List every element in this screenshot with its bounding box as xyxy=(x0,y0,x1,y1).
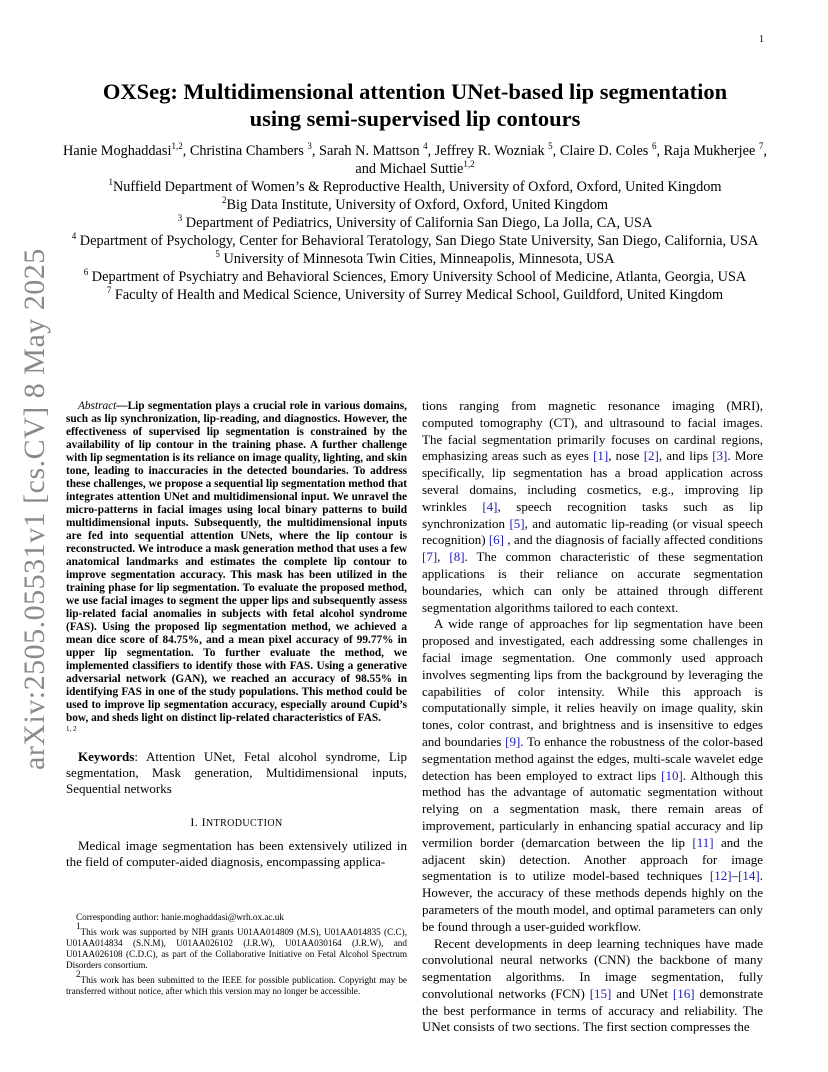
body-text: A wide range of approaches for lip segmentation have been proposed and investigated, each addressing some challenges in facial image segmentation. One commonly used approach involves segmenting lips from the background by leveraging the capabilities of color intensity. While this approach is computationally simple, it relies heavily on image quality, skin tones, color contrast, and brightness and is insensitive to edges and boundaries xyxy=(422,616,763,749)
body-text: , speech recognition tasks such as lip synchronization xyxy=(422,498,763,531)
citation-link[interactable]: [3] xyxy=(712,448,728,464)
affiliation-sup: 3 xyxy=(177,213,183,223)
author-affil-sup: 3 xyxy=(307,141,312,151)
author-affil-sup: 4 xyxy=(423,141,428,151)
author-affil-sup: 1,2 xyxy=(463,159,475,169)
body-text: and UNet xyxy=(611,985,673,1001)
body-text: , nose xyxy=(608,448,644,464)
author-affil-sup: 6 xyxy=(651,141,657,151)
citation-link[interactable]: [15] xyxy=(589,985,612,1001)
introduction-paragraph: Medical image segmentation has been extensively utilized in the field of computer-aided diagnosis, encompassing applica- xyxy=(66,838,407,869)
footnote-sup: 2 xyxy=(76,969,81,979)
abstract-label: Abstract xyxy=(78,400,117,412)
footnote-2 xyxy=(66,969,407,997)
abstract-text: —Lip segmentation plays a crucial role in various domains, such as lip synchronization, lip-reading, and diagnostics. However, the effectiveness of supervised lip segmentation is constrained by the availability of lip contour in the training phase. A further challenge with lip segmentation is its reliance on image quality, lighting, and skin tone, leading to inaccuracies in the detected boundaries. To address these challenges, we propose a sequential lip segmentation method that integrates attention UNet and multidimensional input. We unravel the micro-patterns in facial images using local binary patterns to build multidimensional inputs. Subsequently, the multidimensional inputs are fed into sequential attention UNets, where the lip contour is reconstructed. We introduce a mask generation method that uses a few anatomical landmarks and estimates the complete lip contour to improve segmentation accuracy. This mask has been utilized in the training phase for lip segmentation. To evaluate the proposed method, we use facial images to segment the upper lips and subsequently assess lip-related facial anomalies in subjects with fetal alcohol syndrome (FAS). Using the proposed lip segmentation method, we achieved a mean dice score of 84.75%, and a mean pixel accuracy of 99.77% in upper lip segmentation. To further evaluate the method, we implemented classifiers to identify those with FAS. Using a generative adversarial network (GAN), we reached an accuracy of 98.55% in identifying FAS in one of the study populations. This method could be used to improve lip segmentation accuracy, especially around Cupid’s bow, and sheds light on distinct lip-related characteristics of FAS. xyxy=(66,400,407,724)
author-name: , and Michael Suttie xyxy=(355,143,767,177)
body-text: tions ranging from magnetic resonance imaging (MRI), computed tomography (CT), and ultrasound to facial images. The facial segmentation primarily focuses on cardinal regions, emphasizing areas such as eyes xyxy=(422,398,763,464)
author-name: , Jeffrey R. Wozniak xyxy=(427,143,549,159)
affiliation-text: Big Data Institute, University of Oxford, Oxford, United Kingdom xyxy=(226,197,609,213)
citation-link[interactable]: [1] xyxy=(593,448,609,464)
section-number: I. xyxy=(190,815,202,829)
body-text: , and automatic lip-reading (or visual speech recognition) xyxy=(422,515,763,548)
footnote-sup: 1 xyxy=(76,921,81,931)
affiliation-item xyxy=(62,268,768,286)
body-text: demonstrate the best performance in terms of accuracy and reliability. The UNet consists of two sections. The first section compresses the xyxy=(422,985,763,1035)
citation-link[interactable]: [5] xyxy=(509,515,525,531)
author-affil-sup: 5 xyxy=(548,141,553,151)
author-affil-sup: 7 xyxy=(758,141,764,151)
affiliation-item xyxy=(62,196,768,214)
affiliation-sup: 2 xyxy=(221,195,227,205)
body-text: , and lips xyxy=(658,448,713,464)
author-list xyxy=(62,142,768,178)
affiliation-item xyxy=(62,286,768,304)
keywords-label: Keywords xyxy=(78,749,135,764)
citation-link[interactable]: [6] xyxy=(488,532,505,548)
author-affil-sup: 1,2 xyxy=(171,141,183,151)
citation-link[interactable]: [16] xyxy=(672,985,695,1001)
citation-link[interactable]: [14] xyxy=(738,868,760,884)
affiliation-sup: 5 xyxy=(215,249,220,259)
body-text: , xyxy=(437,549,450,565)
author-name: Hanie Moghaddasi xyxy=(63,143,172,159)
body-paragraph xyxy=(422,616,763,935)
page-number: 1 xyxy=(759,34,764,45)
author-name: , Christina Chambers xyxy=(182,143,308,159)
affiliation-item xyxy=(62,178,768,196)
body-paragraph xyxy=(422,936,763,1037)
author-name: , Sarah N. Mattson xyxy=(311,143,424,159)
citation-link[interactable]: [7] xyxy=(422,549,438,565)
keywords xyxy=(66,749,407,797)
footnotes xyxy=(66,912,407,1000)
keywords-text: : Attention UNet, Fetal alcohol syndrome, Lip segmentation, Mask generation, Multidimensional inputs, Sequential networks xyxy=(66,749,407,796)
body-text: – xyxy=(731,868,739,884)
body-text: and the adjacent skin) detection. Another approach for image segmentation is to utilize model-based techniques xyxy=(422,834,763,884)
title-line-1: OXSeg: Multidimensional attention UNet-based lip segmentation xyxy=(102,79,728,104)
section-title-rest: NTRODUCTION xyxy=(205,818,283,829)
body-text: Recent developments in deep learning techniques have made convolutional neural networks (CNN) the backbone of many segmentation algorithms. In image segmentation, fully convolutional networks (FCN) xyxy=(422,935,763,1001)
citation-link[interactable]: [12] xyxy=(709,868,732,884)
arxiv-identifier-stamp[interactable]: arXiv:2505.05531v1 [cs.CV] 8 May 2025 xyxy=(18,248,51,770)
section-title-initial: I xyxy=(201,815,206,829)
citation-link[interactable]: [11] xyxy=(692,834,714,850)
footnote-1 xyxy=(66,921,407,971)
citation-link[interactable]: [10] xyxy=(661,767,683,783)
affiliation-text: Department of Pediatrics, University of California San Diego, La Jolla, CA, USA xyxy=(182,215,653,231)
affiliation-text: Department of Psychiatry and Behavioral Sciences, Emory University School of Medicine, Atlanta, Georgia, USA xyxy=(88,269,747,285)
body-text: . The common characteristic of these segmentation applications is their reliance on accurate segmentation boundaries, which can only be attained through different segmentation algorithms tailored to each context. xyxy=(422,549,763,615)
author-name: , Claire D. Coles xyxy=(552,143,652,159)
citation-link[interactable]: [9] xyxy=(505,733,521,749)
affiliation-text: University of Minnesota Twin Cities, Minneapolis, Minnesota, USA xyxy=(219,251,615,267)
affiliation-sup: 1 xyxy=(108,177,113,187)
affiliation-text: Department of Psychology, Center for Behavioral Teratology, San Diego State University, San Diego, California, USA xyxy=(76,233,759,249)
citation-link[interactable]: [8] xyxy=(449,549,465,565)
citation-link[interactable]: [2] xyxy=(643,448,659,464)
affiliation-sup: 6 xyxy=(83,267,89,277)
section-heading-introduction xyxy=(66,815,407,830)
body-text: . More specifically, lip segmentation has a broad application across several domains, including cosmetics, e.g., improving lip wrinkles xyxy=(422,448,763,514)
footnote-text: This work has been submitted to the IEEE for possible publication. Copyright may be transferred without notice, after which this version may no longer be accessible. xyxy=(66,975,407,996)
body-text: . Although this method has the advantage of automatic segmentation without relying on a segmentation mask, there remain areas of improvement, particularly in enhancing spatial accuracy and lip vermilion border (demarcation between the lip xyxy=(422,767,763,850)
body-text: . However, the accuracy of these methods depends highly on the parameters of the mouth model, and optimal parameters can only be found through a user-guided workflow. xyxy=(422,868,763,934)
title-line-2: using semi-supervised lip contours xyxy=(249,106,581,131)
affiliation-text: Nuffield Department of Women’s & Reproductive Health, University of Oxford, Oxford, United Kingdom xyxy=(112,179,722,195)
abstract-footnote-marks: 1, 2 xyxy=(66,725,77,733)
affiliation-item xyxy=(62,214,768,232)
affiliation-list xyxy=(62,178,768,304)
affiliation-item xyxy=(62,250,768,268)
right-column xyxy=(422,398,763,1036)
left-column xyxy=(66,400,407,870)
footnote-text: This work was supported by NIH grants U01AA014809 (M.S), U01AA014835 (C.C), U01AA014834 (S.N.M), U01AA026102 (J.R.W), U01AA030164 (J.R.W), and U01AA026108 (C.D.C), as part of the Collaborative Initiative on Fetal Alcohol Spectrum Disorders consortium. xyxy=(66,927,407,970)
body-text: . To enhance the robustness of the color-based segmentation method against the edges, multi-scale wavelet edge detection has been employed to extract lips xyxy=(422,733,763,783)
affiliation-sup: 7 xyxy=(106,285,112,295)
affiliation-item xyxy=(62,232,768,250)
body-paragraph xyxy=(422,398,763,616)
citation-link[interactable]: [4] xyxy=(482,498,498,514)
paper-title xyxy=(70,78,760,132)
affiliation-text: Faculty of Health and Medical Science, University of Surrey Medical School, Guildford, United Kingdom xyxy=(111,287,724,303)
body-text: , and the diagnosis of facially affected conditions xyxy=(504,532,763,548)
corresponding-author-note: Corresponding author: hanie.moghaddasi@wrh.ox.ac.uk xyxy=(76,912,284,922)
abstract xyxy=(66,400,407,725)
affiliation-sup: 4 xyxy=(71,231,77,241)
author-name: , Raja Mukherjee xyxy=(656,143,759,159)
